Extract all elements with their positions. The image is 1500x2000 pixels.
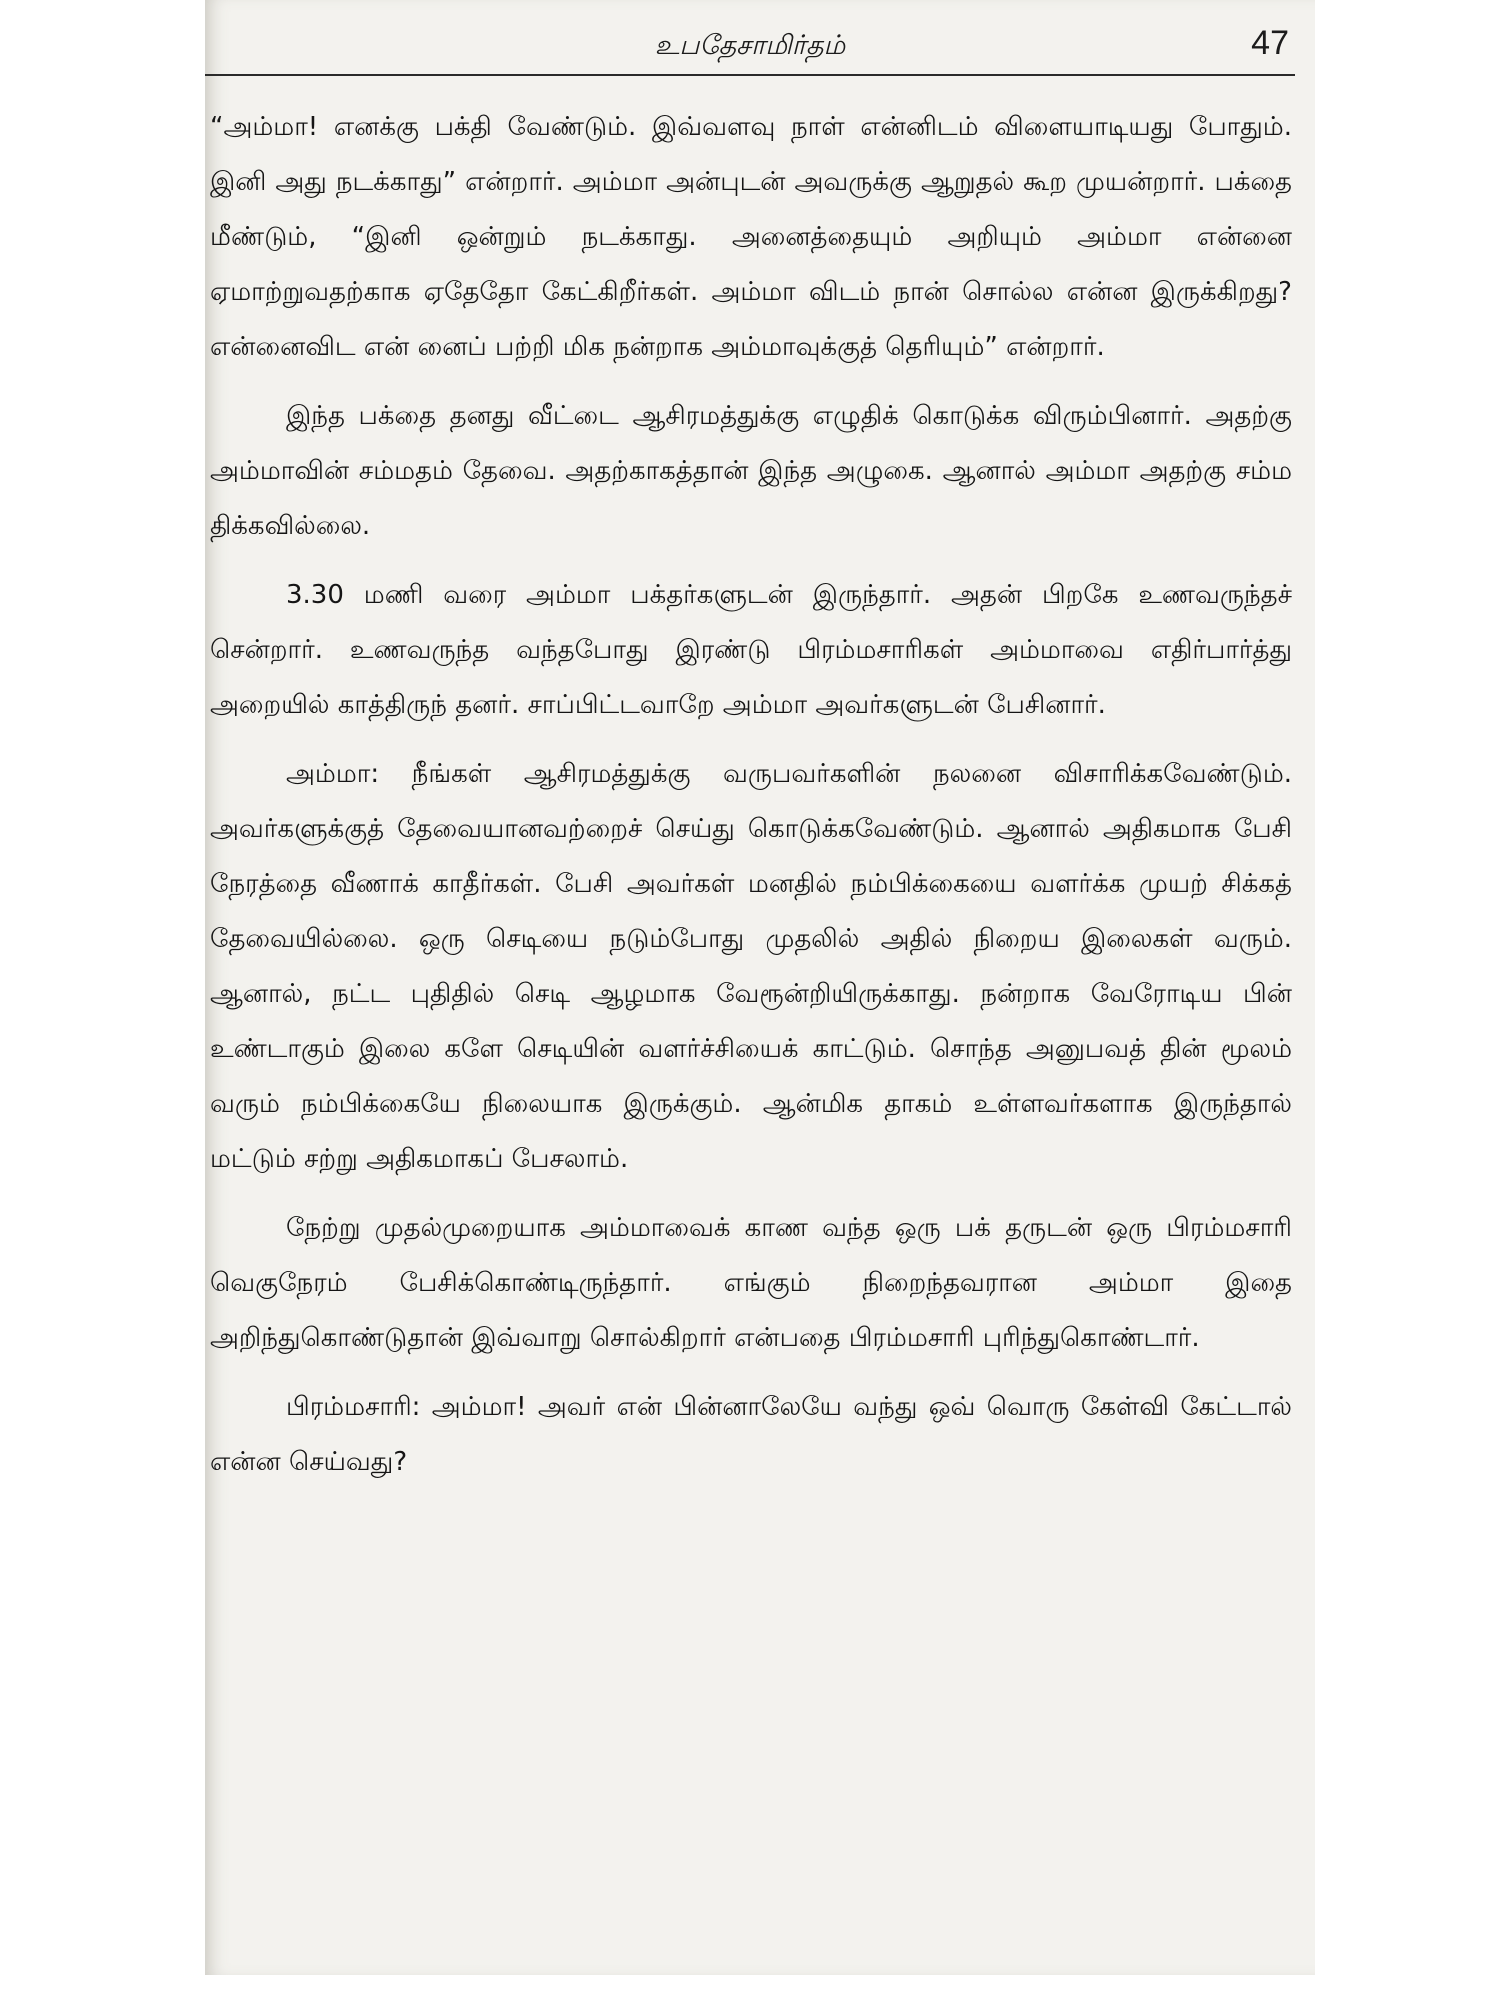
paragraph: நேற்று முதல்முறையாக அம்மாவைக் காண வந்த ஒரு பக் தருடன் ஒரு பிரம்மசாரி வெகுநேரம் பேசிக்கொண்டிருந்தார். எங்கும் நிறைந்தவரான அம்மா இதை அறிந்துகொண்டுதான் இவ்வாறு சொல்கிறார் என்பதை பிரம்மசாரி புரிந்துகொண்டார். <box>210 1213 1292 1353</box>
page-number: 47 <box>1251 24 1289 62</box>
paragraph: பிரம்மசாரி: அம்மா! அவர் என் பின்னாலேயே வந்து ஒவ் வொரு கேள்வி கேட்டால் என்ன செய்வது? <box>210 1392 1292 1477</box>
paragraph: 3.30 மணி வரை அம்மா பக்தர்களுடன் இருந்தார். அதன் பிறகே உணவருந்தச் சென்றார். உணவருந்த வந்தபோது இரண்டு பிரம்மசாரிகள் அம்மாவை எதிர்பார்த்து அறையில் காத்திருந் தனர். சாப்பிட்டவாறே அம்மா அவர்களுடன் பேசினார். <box>210 580 1292 720</box>
book-title: உபதேசாமிர்தம் <box>654 30 846 61</box>
paragraph: இந்த பக்தை தனது வீட்டை ஆசிரமத்துக்கு எழுதிக் கொடுக்க விரும்பினார். அதற்கு அம்மாவின் சம்மதம் தேவை. அதற்காகத்தான் இந்த அழுகை. ஆனால் அம்மா அதற்கு சம்ம திக்கவில்லை. <box>210 401 1292 541</box>
paragraph: “அம்மா! எனக்கு பக்தி வேண்டும். இவ்வளவு நாள் என்னிடம் விளையாடியது போதும். இனி அது நடக்காது” என்றார். அம்மா அன்புடன் அவருக்கு ஆறுதல் கூற முயன்றார். பக்தை மீண்டும், “இனி ஒன்றும் நடக்காது. அனைத்தையும் அறியும் அம்மா என்னை ஏமாற்றுவதற்காக ஏதேதோ கேட்கிறீர்கள். அம்மா விடம் நான் சொல்ல என்ன இருக்கிறது? என்னைவிட என் னைப் பற்றி மிக நன்றாக அம்மாவுக்குத் தெரியும்” என்றார். <box>210 112 1292 362</box>
running-header <box>205 24 1295 76</box>
page-body <box>210 100 1292 1504</box>
paragraph: அம்மா: நீங்கள் ஆசிரமத்துக்கு வருபவர்களின் நலனை விசாரிக்கவேண்டும். அவர்களுக்குத் தேவையானவற்றைச் செய்து கொடுக்கவேண்டும். ஆனால் அதிகமாக பேசி நேரத்தை வீணாக் காதீர்கள். பேசி அவர்கள் மனதில் நம்பிக்கையை வளர்க்க முயற் சிக்கத் தேவையில்லை. ஒரு செடியை நடும்போது முதலில் அதில் நிறைய இலைகள் வரும். ஆனால், நட்ட புதிதில் செடி ஆழமாக வேரூன்றியிருக்காது. நன்றாக வேரோடிய பின் உண்டாகும் இலை களே செடியின் வளர்ச்சியைக் காட்டும். சொந்த அனுபவத் தின் மூலம் வரும் நம்பிக்கையே நிலையாக இருக்கும். ஆன்மிக தாகம் உள்ளவர்களாக இருந்தால் மட்டும் சற்று அதிகமாகப் பேசலாம். <box>210 759 1293 1174</box>
